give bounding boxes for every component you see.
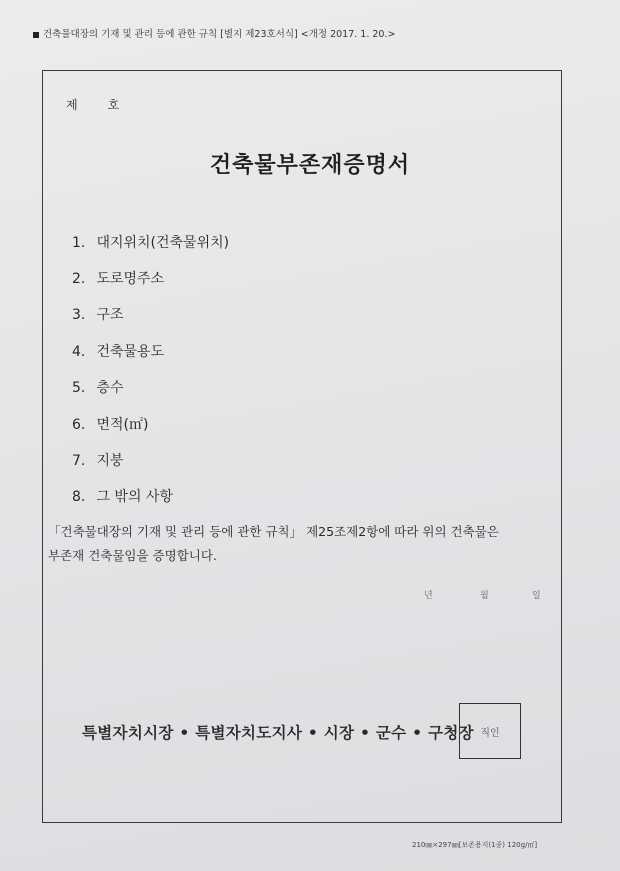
item-label: 건축물용도: [96, 344, 165, 360]
statement-line-1: 「건축물대장의 기재 및 관리 등에 관한 규칙」 제25조제2항에 따라 위의 건축물은: [48, 524, 499, 539]
item-label: 면적(㎡): [96, 417, 149, 433]
list-item: 8. 그 밖의 사항: [72, 489, 173, 505]
item-label: 대지위치(건축물위치): [96, 235, 230, 251]
doc-number-ho: 호: [107, 98, 120, 112]
form-reference-text: 건축물대장의 기재 및 관리 등에 관한 규칙 [별지 제23호서식] <개정 2017. 1. 20.>: [43, 29, 396, 40]
item-label: 구조: [96, 307, 124, 323]
list-item: 3. 구조: [72, 307, 124, 323]
doc-number-je: 제: [66, 98, 78, 112]
paper-spec-footer: 210㎜×297㎜[보존용지(1종) 120g/㎡]: [412, 841, 538, 849]
list-item: 7. 지붕: [72, 453, 124, 469]
date-month: 월: [480, 591, 489, 601]
document-number: [66, 96, 119, 113]
list-item: 2. 도로명주소: [72, 271, 165, 287]
issuing-authority: 특별자치시장 • 특별자치도지사 • 시장 • 군수 • 구청장: [82, 724, 474, 742]
page-title: 건축물부존재증명서: [209, 153, 411, 178]
official-seal-box: [459, 703, 521, 759]
list-item: 6. 면적(㎡): [72, 417, 149, 433]
seal-label: 직인: [480, 727, 500, 739]
item-label: 지붕: [96, 453, 124, 469]
statement-line-2: 부존재 건축물임을 증명합니다.: [48, 548, 217, 563]
date-day: 일: [532, 591, 541, 601]
list-item: 4. 건축물용도: [72, 344, 165, 360]
date-year: 년: [424, 591, 433, 601]
list-item: 5. 층수: [72, 380, 124, 396]
item-label: 도로명주소: [96, 271, 165, 287]
certification-statement: [48, 520, 558, 568]
square-bullet-icon: [33, 32, 39, 38]
item-label: 그 밖의 사항: [96, 489, 173, 505]
list-item: 1. 대지위치(건축물위치): [72, 235, 230, 251]
item-label: 층수: [96, 380, 124, 396]
form-reference-header: [33, 26, 395, 40]
